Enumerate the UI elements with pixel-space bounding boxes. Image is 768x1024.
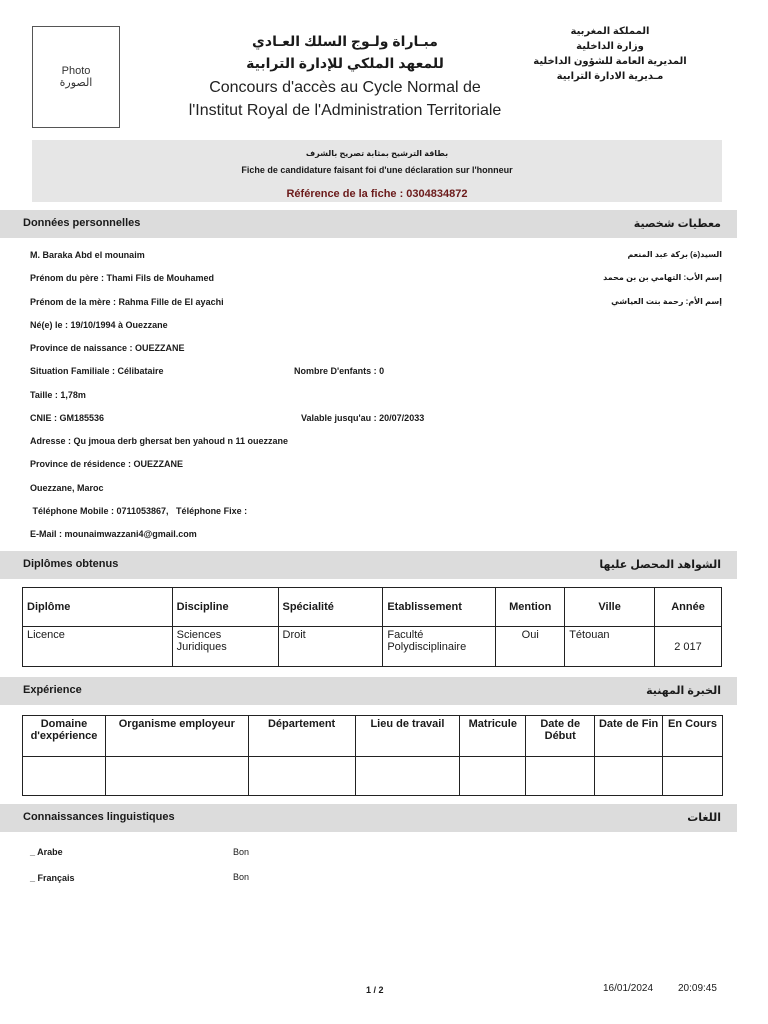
col-date-debut: Date de Début — [526, 716, 595, 757]
cnie-validity: Valable jusqu'au : 20/07/2033 — [301, 413, 425, 423]
cell-annee: 2 017 — [655, 627, 722, 667]
mother-name: Prénom de la mère : Rahma Fille de El ayachi — [30, 297, 224, 307]
print-time: 20:09:45 — [678, 983, 717, 994]
birth-info: Né(e) le : 19/10/1994 à Ouezzane — [30, 320, 168, 330]
title-ar-line-1: مبـاراة ولـوج السلك العـادي — [252, 33, 438, 49]
empty-cell — [663, 757, 723, 796]
ministry-line-1: المملكة المغربية — [570, 26, 650, 37]
photo-label-fr: Photo — [61, 65, 91, 77]
mother-name-ar: إسم الأم: رحمة بنت العياشي — [611, 297, 722, 306]
cell-etablissement: Faculté Polydisciplinaire — [383, 627, 496, 667]
col-mention: Mention — [496, 588, 565, 627]
cell-mention: Oui — [496, 627, 565, 667]
cnie-number: CNIE : GM185536 — [30, 413, 105, 423]
section-personal-ar: معطيات شخصية — [633, 218, 721, 230]
photo-label-ar: الصورة — [59, 77, 93, 89]
cell-diplome: Licence — [23, 627, 173, 667]
language-name-arabe: _ Arabe — [30, 847, 63, 857]
candidate-name: M. Baraka Abd el mounaim — [30, 250, 145, 260]
empty-cell — [526, 757, 595, 796]
print-date: 16/01/2024 — [603, 983, 654, 994]
empty-cell — [355, 757, 460, 796]
address: Adresse : Qu jmoua derb ghersat ben yahoud n 11 ouezzane — [30, 436, 289, 446]
father-name: Prénom du père : Thami Fils de Mouhamed — [30, 273, 215, 283]
photo-placeholder — [32, 26, 120, 128]
empty-cell — [23, 757, 106, 796]
diplomas-header-row — [23, 588, 722, 627]
col-domaine: Domaine d'expérience — [23, 716, 106, 757]
col-date-fin: Date de Fin — [595, 716, 663, 757]
col-departement: Département — [248, 716, 355, 757]
cell-discipline: Sciences Juridiques — [172, 627, 278, 667]
section-languages — [0, 804, 737, 832]
section-experience — [0, 677, 737, 705]
reference-number: Référence de la fiche : 0304834872 — [286, 188, 468, 200]
section-personal — [0, 210, 737, 238]
section-diplomas-ar: الشواهد المحصل عليها — [599, 559, 721, 571]
language-level-arabe: Bon — [233, 847, 250, 857]
section-diplomas — [0, 551, 737, 579]
height: Taille : 1,78m — [30, 390, 86, 400]
declaration-banner — [32, 140, 722, 202]
children-count: Nombre D'enfants : 0 — [294, 366, 385, 376]
ministry-block — [510, 24, 710, 84]
banner-ar: بطاقة الترشيح بمثابة تصريح بالشرف — [305, 149, 449, 158]
section-personal-fr: Données personnelles — [23, 217, 141, 229]
empty-cell — [595, 757, 663, 796]
col-lieu: Lieu de travail — [355, 716, 460, 757]
col-diplome: Diplôme — [23, 588, 173, 627]
language-name-francais: _ Français — [30, 873, 75, 883]
empty-cell — [105, 757, 248, 796]
email: E-Mail : mounaimwazzani4@gmail.com — [30, 529, 197, 539]
cell-ville: Tétouan — [565, 627, 655, 667]
ministry-line-4: مـديرية الادارة الترابية — [556, 71, 664, 82]
diplomas-table — [22, 587, 722, 667]
empty-cell — [248, 757, 355, 796]
experience-header-row — [23, 716, 723, 757]
col-specialite: Spécialité — [278, 588, 383, 627]
table-row — [23, 757, 723, 796]
father-name-ar: إسم الأب: التهامي بن بن محمد — [603, 273, 722, 282]
section-languages-fr: Connaissances linguistiques — [23, 811, 175, 823]
section-experience-ar: الخبرة المهنية — [646, 685, 721, 697]
col-matricule: Matricule — [460, 716, 526, 757]
marital-status: Situation Familiale : Célibataire — [30, 366, 164, 376]
experience-table — [22, 715, 723, 796]
candidate-name-ar: السيد(ة) بركة عبد المنعم — [627, 250, 722, 259]
col-discipline: Discipline — [172, 588, 278, 627]
language-level-francais: Bon — [233, 872, 250, 882]
birth-province: Province de naissance : OUEZZANE — [30, 343, 185, 353]
ministry-line-3: المديرية العامة للشؤون الداخلية — [533, 56, 687, 67]
empty-cell — [460, 757, 526, 796]
col-en-cours: En Cours — [663, 716, 723, 757]
section-languages-ar: اللغات — [687, 812, 721, 824]
city-country: Ouezzane, Maroc — [30, 483, 104, 493]
banner-fr: Fiche de candidature faisant foi d'une déclaration sur l'honneur — [241, 165, 513, 175]
col-annee: Année — [655, 588, 722, 627]
ministry-line-2: وزارة الداخلية — [576, 41, 644, 52]
phone-numbers: Téléphone Mobile : 0711053867, Téléphone Fixe : — [30, 506, 248, 516]
section-diplomas-fr: Diplômes obtenus — [23, 558, 119, 570]
table-row — [23, 627, 722, 667]
residence-province: Province de résidence : OUEZZANE — [30, 459, 184, 469]
cell-specialite: Droit — [278, 627, 383, 667]
col-ville: Ville — [565, 588, 655, 627]
section-experience-fr: Expérience — [23, 684, 82, 696]
page-number: 1 / 2 — [366, 985, 384, 995]
col-etablissement: Etablissement — [383, 588, 496, 627]
col-organisme: Organisme employeur — [105, 716, 248, 757]
title-ar-line-2: للمعهد الملكي للإدارة الترابية — [246, 55, 444, 71]
title-fr-line-2: l'Institut Royal de l'Administration Territoriale — [188, 102, 502, 119]
title-fr-line-1: Concours d'accès au Cycle Normal de — [209, 79, 481, 96]
